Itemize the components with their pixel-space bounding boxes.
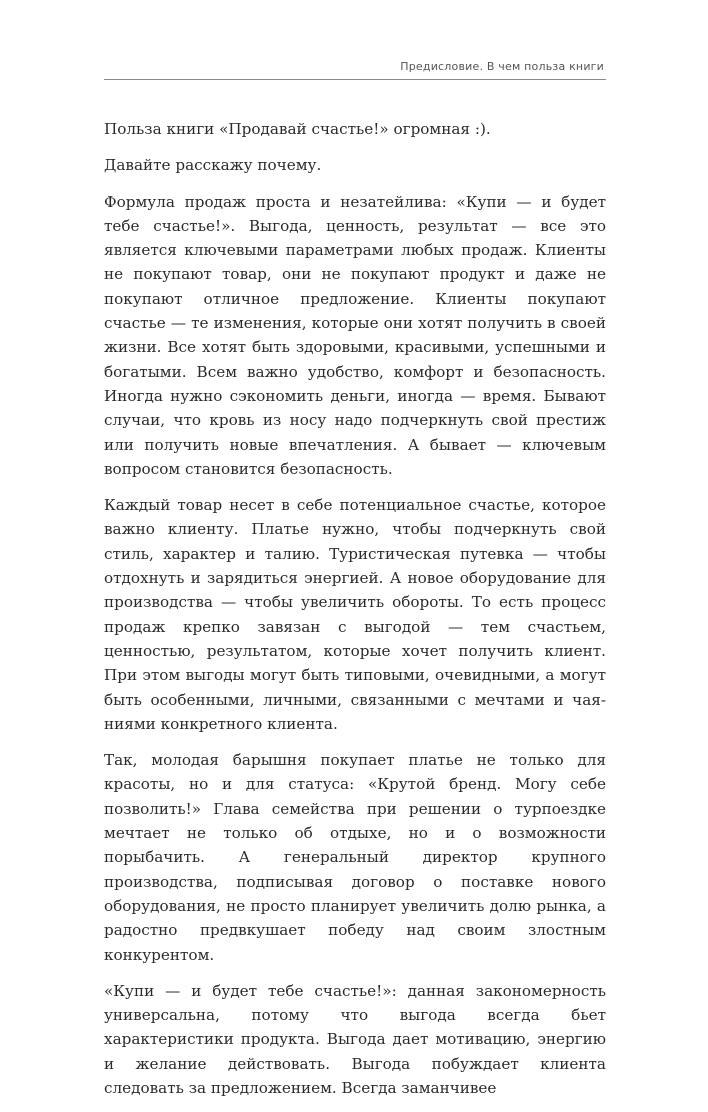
paragraph-universal-rule: «Купи — и будет тебе счастье!»: данная закономерность универсальна, потому что выгода всегда бьет характеристики продукта. Выгода дает мотивацию, энергию и желание действовать. Выгода побуждает клиента следовать за предложением. Всегда заманчивее	[104, 981, 606, 1097]
paragraph-product-happiness: Каждый товар несет в себе потенциальное счастье, которое важно клиенту. Платье нужно, чтобы подчеркнуть свой стиль, характер и талию. Туристическая путевка — чтобы отдохнуть и зарядиться энергией. А новое оборудование для производства — чтобы увеличить обороты. То есть процесс продаж крепко завязан с выгодой — тем счастьем, ценностью, результатом, которые хочет получить клиент. При этом выгоды могут быть типовыми, очевидными, а могут быть особенными, личными, связанными с мечтами и чаяниями конкретного клиента.	[104, 496, 606, 733]
paragraph-lead: Давайте расскажу почему.	[104, 156, 322, 175]
paragraph-examples: Так, молодая барышня покупает платье не только для красоты, но и для статуса: «Крутой бренд. Могу себе позволить!» Глава семейства при решении о турпоездке мечтает не только об отдыхе, но и о возможности порыбачить. А генеральный директор крупного производства, подписывая договор о поставке нового оборудования, не просто планирует увеличить долю рынка, а радостно предвкушает победу над своим злостным конкурентом.	[104, 751, 606, 964]
paragraph-sales-formula: Формула продаж проста и незатейлива: «Купи — и будет тебе счастье!». Выгода, ценность, результат — все это является ключевыми параметрами любых продаж. Клиенты не покупают товар, они не покупают продукт и даже не покупают отличное предложение. Клиенты покупают счастье — те изменения, которые они хотят получить в своей жизни. Все хотят быть здоровыми, красивыми, успешными и богатыми. Всем важно удобство, комфорт и безопасность. Иногда нужно сэкономить деньги, иногда — время. Бывают случаи, что кровь из носу надо подчеркнуть свой престиж или получить новые впечатления. А бывает — ключевым вопросом становится безопасность.	[104, 192, 606, 478]
header-divider	[104, 79, 606, 80]
paragraph-intro: Польза книги «Продавай счастье!» огромная :).	[104, 120, 491, 138]
running-header: Предисловие. В чем польза книги	[400, 60, 604, 73]
page-body	[104, 117, 606, 1112]
